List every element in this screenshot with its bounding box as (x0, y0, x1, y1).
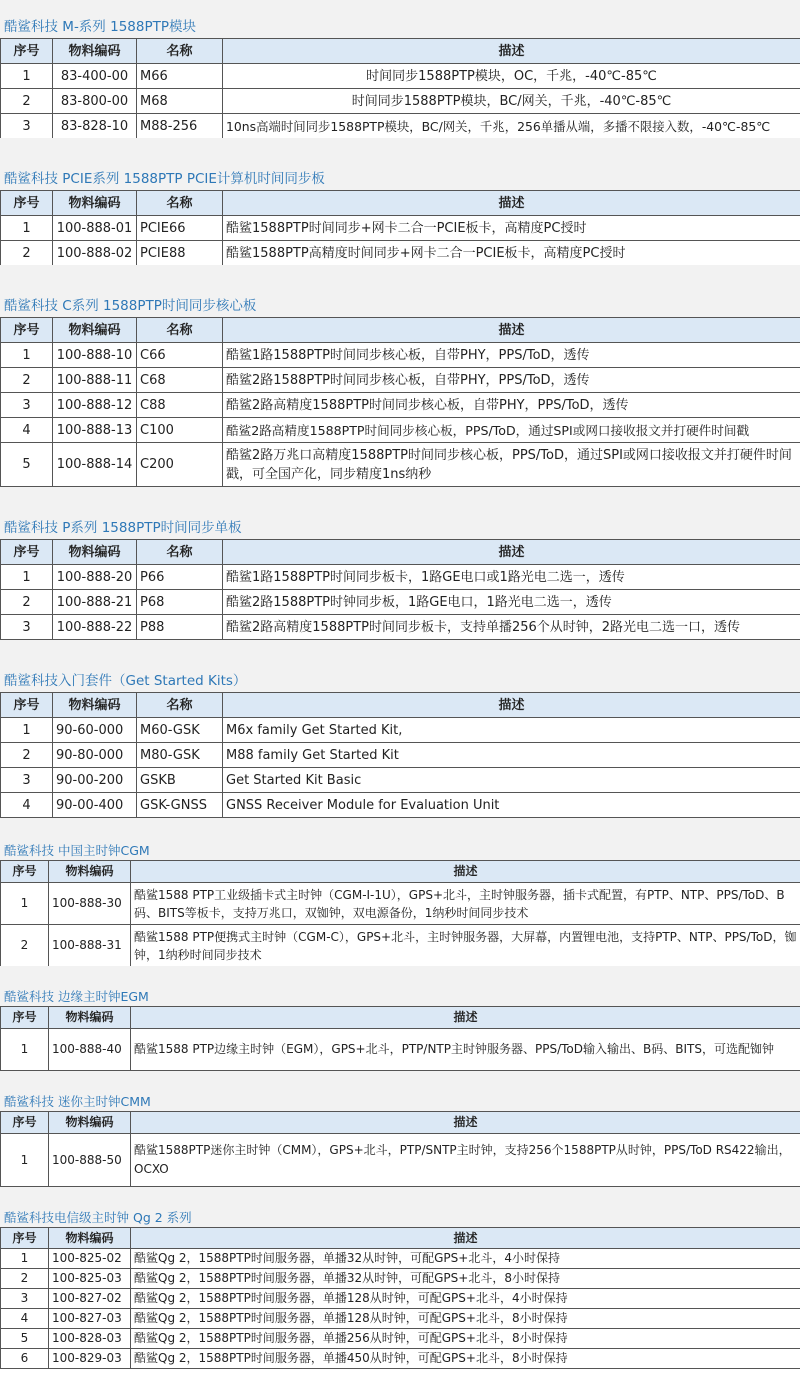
table-row (1, 743, 800, 768)
header-desc: 描述 (131, 861, 800, 883)
header-seq: 序号 (1, 1007, 49, 1029)
header-code: 物料编码 (53, 318, 137, 343)
header-name: 名称 (137, 540, 223, 565)
cell-desc: 酷鲨1588 PTP边缘主时钟（EGM），GPS+北斗，PTP/NTP主时钟服务器、PPS/ToD输入输出、B码、BITS，可选配铷钟 (131, 1029, 800, 1071)
table-get-started-kits (0, 692, 800, 818)
cell-desc: 酷鲨1588 PTP工业级插卡式主时钟（CGM-I-1U），GPS+北斗，主时钟服务器，插卡式配置，有PTP、NTP、PPS/ToD、B码、BITS等板卡，支持万兆口，双铷钟，双电源备份，1纳秒时间同步技术 (131, 883, 800, 925)
cell-code: 100-888-12 (53, 393, 137, 418)
table-row (1, 114, 800, 139)
cell-name: M60-GSK (137, 718, 223, 743)
table-row (1, 925, 800, 967)
table-row (1, 768, 800, 793)
cell-code: 100-888-20 (53, 565, 137, 590)
cell-code: 100-888-13 (53, 418, 137, 443)
table-row (1, 883, 800, 925)
cell-seq: 6 (1, 1349, 49, 1369)
header-seq: 序号 (1, 39, 53, 64)
cell-code: 100-827-03 (49, 1309, 131, 1329)
cell-code: 83-828-10 (53, 114, 137, 139)
cell-name: C200 (137, 443, 223, 487)
cell-code: 90-00-400 (53, 793, 137, 818)
header-code: 物料编码 (49, 1007, 131, 1029)
section-title-egm: 酷鲨科技 边缘主时钟EGM (0, 986, 800, 1006)
cell-seq: 4 (1, 1309, 49, 1329)
cell-desc: 酷鲨1588PTP迷你主时钟（CMM），GPS+北斗，PTP/SNTP主时钟，支持256个1588PTP从时钟，PPS/ToD RS422输出，OCXO (131, 1134, 800, 1187)
cell-code: 100-828-03 (49, 1329, 131, 1349)
table-row (1, 1309, 800, 1329)
cell-desc: Get Started Kit Basic (223, 768, 800, 793)
cell-seq: 1 (1, 216, 53, 241)
section-title-pcie-series: 酷鲨科技 PCIE系列 1588PTP PCIE计算机时间同步板 (0, 164, 800, 190)
table-row (1, 1349, 800, 1369)
header-desc: 描述 (223, 191, 800, 216)
cell-seq: 3 (1, 615, 53, 640)
table-pcie-series (0, 190, 800, 266)
cell-seq: 2 (1, 743, 53, 768)
table-row (1, 565, 800, 590)
table-row (1, 1249, 800, 1269)
cell-code: 100-827-02 (49, 1289, 131, 1309)
table-cmm (0, 1111, 800, 1187)
section-title-cgm: 酷鲨科技 中国主时钟CGM (0, 840, 800, 860)
cell-desc: M6x family Get Started Kit, (223, 718, 800, 743)
section-title-m-series: 酷鲨科技 M-系列 1588PTP模块 (0, 12, 800, 38)
table-egm (0, 1006, 800, 1071)
table-row (1, 1269, 800, 1289)
cell-seq: 5 (1, 1329, 49, 1349)
cell-desc: 酷鲨1588 PTP便携式主时钟（CGM-C），GPS+北斗，主时钟服务器，大屏幕，内置锂电池，支持PTP、NTP、PPS/ToD，铷钟，1纳秒时间同步技术 (131, 925, 800, 967)
cell-desc: 酷鲨1588PTP时间同步+网卡二合一PCIE板卡，高精度PC授时 (223, 216, 800, 241)
table-row (1, 1329, 800, 1349)
cell-name: C100 (137, 418, 223, 443)
section-title-get-started-kits: 酷鲨科技入门套件（Get Started Kits） (0, 666, 800, 692)
cell-code: 100-888-02 (53, 241, 137, 266)
header-desc: 描述 (131, 1007, 800, 1029)
header-seq: 序号 (1, 1228, 49, 1249)
cell-desc: 酷鲨2路万兆口高精度1588PTP时间同步核心板，PPS/ToD，通过SPI或网口接收报文并打硬件时间戳，可全国产化，同步精度1ns纳秒 (223, 443, 800, 487)
cell-seq: 3 (1, 1289, 49, 1309)
cell-name: C68 (137, 368, 223, 393)
cell-name: M66 (137, 64, 223, 89)
header-desc: 描述 (223, 318, 800, 343)
cell-code: 100-825-02 (49, 1249, 131, 1269)
cell-name: C66 (137, 343, 223, 368)
table-row (1, 216, 800, 241)
header-code: 物料编码 (53, 540, 137, 565)
table-row (1, 443, 800, 487)
cell-seq: 2 (1, 241, 53, 266)
cell-desc: 酷鲨2路1588PTP时间同步核心板，自带PHY，PPS/ToD，透传 (223, 368, 800, 393)
table-row (1, 1029, 800, 1071)
section-title-p-series: 酷鲨科技 P系列 1588PTP时间同步单板 (0, 513, 800, 539)
section-title-c-series: 酷鲨科技 C系列 1588PTP时间同步核心板 (0, 291, 800, 317)
cell-desc: 酷鲨Qg 2，1588PTP时间服务器，单播128从时钟，可配GPS+北斗，8小时保持 (131, 1309, 800, 1329)
cell-seq: 3 (1, 114, 53, 139)
table-row (1, 418, 800, 443)
cell-seq: 4 (1, 418, 53, 443)
table-row (1, 615, 800, 640)
table-qg2 (0, 1227, 800, 1369)
table-c-series (0, 317, 800, 487)
cell-desc: 酷鲨Qg 2，1588PTP时间服务器，单播32从时钟，可配GPS+北斗，8小时保持 (131, 1269, 800, 1289)
table-row (1, 793, 800, 818)
table-row (1, 1289, 800, 1309)
table-cgm (0, 860, 800, 967)
header-code: 物料编码 (49, 1112, 131, 1134)
cell-seq: 3 (1, 393, 53, 418)
cell-code: 100-888-01 (53, 216, 137, 241)
cell-desc: 酷鲨Qg 2，1588PTP时间服务器，单播128从时钟，可配GPS+北斗，4小时保持 (131, 1289, 800, 1309)
cell-seq: 5 (1, 443, 53, 487)
cell-name: P68 (137, 590, 223, 615)
table-row (1, 64, 800, 89)
header-code: 物料编码 (53, 191, 137, 216)
cell-seq: 2 (1, 89, 53, 114)
cell-name: PCIE66 (137, 216, 223, 241)
cell-seq: 1 (1, 1249, 49, 1269)
cell-name: GSKB (137, 768, 223, 793)
cell-seq: 3 (1, 768, 53, 793)
cell-desc: GNSS Receiver Module for Evaluation Unit (223, 793, 800, 818)
cell-code: 100-888-14 (53, 443, 137, 487)
table-p-series (0, 539, 800, 640)
header-name: 名称 (137, 318, 223, 343)
cell-seq: 2 (1, 1269, 49, 1289)
cell-code: 100-888-50 (49, 1134, 131, 1187)
cell-name: M80-GSK (137, 743, 223, 768)
cell-desc: 10ns高端时间同步1588PTP模块，BC/网关，千兆，256单播从端，多播不限接入数，-40℃-85℃ (223, 114, 800, 139)
header-seq: 序号 (1, 191, 53, 216)
cell-desc: 酷鲨Qg 2，1588PTP时间服务器，单播450从时钟，可配GPS+北斗，8小时保持 (131, 1349, 800, 1369)
cell-desc: 酷鲨2路高精度1588PTP时间同步核心板，PPS/ToD，通过SPI或网口接收报文并打硬件时间戳 (223, 418, 800, 443)
header-name: 名称 (137, 191, 223, 216)
cell-seq: 1 (1, 1029, 49, 1071)
cell-name: M88-256 (137, 114, 223, 139)
section-title-cmm: 酷鲨科技 迷你主时钟CMM (0, 1091, 800, 1111)
cell-code: 100-888-22 (53, 615, 137, 640)
cell-name: M68 (137, 89, 223, 114)
header-code: 物料编码 (53, 693, 137, 718)
cell-code: 90-80-000 (53, 743, 137, 768)
cell-code: 100-829-03 (49, 1349, 131, 1369)
table-row (1, 1134, 800, 1187)
cell-seq: 1 (1, 64, 53, 89)
cell-code: 90-60-000 (53, 718, 137, 743)
cell-name: PCIE88 (137, 241, 223, 266)
cell-desc: 酷鲨2路高精度1588PTP时间同步板卡，支持单播256个从时钟，2路光电二选一口，透传 (223, 615, 800, 640)
header-code: 物料编码 (49, 1228, 131, 1249)
cell-code: 100-888-10 (53, 343, 137, 368)
cell-seq: 1 (1, 343, 53, 368)
header-seq: 序号 (1, 540, 53, 565)
section-title-qg2: 酷鲨科技电信级主时钟 Qg 2 系列 (0, 1207, 800, 1227)
cell-seq: 1 (1, 883, 49, 925)
cell-code: 83-400-00 (53, 64, 137, 89)
cell-name: GSK-GNSS (137, 793, 223, 818)
header-desc: 描述 (223, 540, 800, 565)
cell-code: 100-888-30 (49, 883, 131, 925)
table-row (1, 241, 800, 266)
cell-desc: M88 family Get Started Kit (223, 743, 800, 768)
table-row (1, 343, 800, 368)
table-row (1, 590, 800, 615)
cell-desc: 酷鲨Qg 2，1588PTP时间服务器，单播256从时钟，可配GPS+北斗，8小时保持 (131, 1329, 800, 1349)
cell-code: 100-888-21 (53, 590, 137, 615)
header-seq: 序号 (1, 1112, 49, 1134)
cell-desc: 时间同步1588PTP模块，BC/网关，千兆，-40℃-85℃ (223, 89, 800, 114)
cell-seq: 1 (1, 565, 53, 590)
cell-seq: 1 (1, 1134, 49, 1187)
cell-desc: 酷鲨1588PTP高精度时间同步+网卡二合一PCIE板卡，高精度PC授时 (223, 241, 800, 266)
cell-desc: 酷鲨2路1588PTP时钟同步板，1路GE电口，1路光电二选一，透传 (223, 590, 800, 615)
cell-seq: 1 (1, 718, 53, 743)
cell-desc: 酷鲨2路高精度1588PTP时间同步核心板，自带PHY，PPS/ToD，透传 (223, 393, 800, 418)
cell-code: 100-888-11 (53, 368, 137, 393)
header-desc: 描述 (131, 1228, 800, 1249)
cell-seq: 2 (1, 590, 53, 615)
cell-name: C88 (137, 393, 223, 418)
header-name: 名称 (137, 39, 223, 64)
cell-name: P88 (137, 615, 223, 640)
header-seq: 序号 (1, 693, 53, 718)
header-desc: 描述 (223, 39, 800, 64)
cell-seq: 2 (1, 368, 53, 393)
header-seq: 序号 (1, 861, 49, 883)
cell-seq: 4 (1, 793, 53, 818)
cell-code: 100-888-31 (49, 925, 131, 967)
cell-seq: 2 (1, 925, 49, 967)
table-row (1, 393, 800, 418)
cell-name: P66 (137, 565, 223, 590)
cell-code: 100-888-40 (49, 1029, 131, 1071)
header-code: 物料编码 (53, 39, 137, 64)
table-m-series (0, 38, 800, 139)
cell-desc: 酷鲨1路1588PTP时间同步板卡，1路GE电口或1路光电二选一，透传 (223, 565, 800, 590)
header-desc: 描述 (223, 693, 800, 718)
cell-desc: 酷鲨1路1588PTP时间同步核心板，自带PHY，PPS/ToD，透传 (223, 343, 800, 368)
table-row (1, 89, 800, 114)
header-name: 名称 (137, 693, 223, 718)
cell-code: 100-825-03 (49, 1269, 131, 1289)
header-code: 物料编码 (49, 861, 131, 883)
table-row (1, 368, 800, 393)
cell-code: 83-800-00 (53, 89, 137, 114)
cell-code: 90-00-200 (53, 768, 137, 793)
header-desc: 描述 (131, 1112, 800, 1134)
header-seq: 序号 (1, 318, 53, 343)
cell-desc: 酷鲨Qg 2，1588PTP时间服务器，单播32从时钟，可配GPS+北斗，4小时保持 (131, 1249, 800, 1269)
cell-desc: 时间同步1588PTP模块，OC，千兆，-40℃-85℃ (223, 64, 800, 89)
table-row (1, 718, 800, 743)
